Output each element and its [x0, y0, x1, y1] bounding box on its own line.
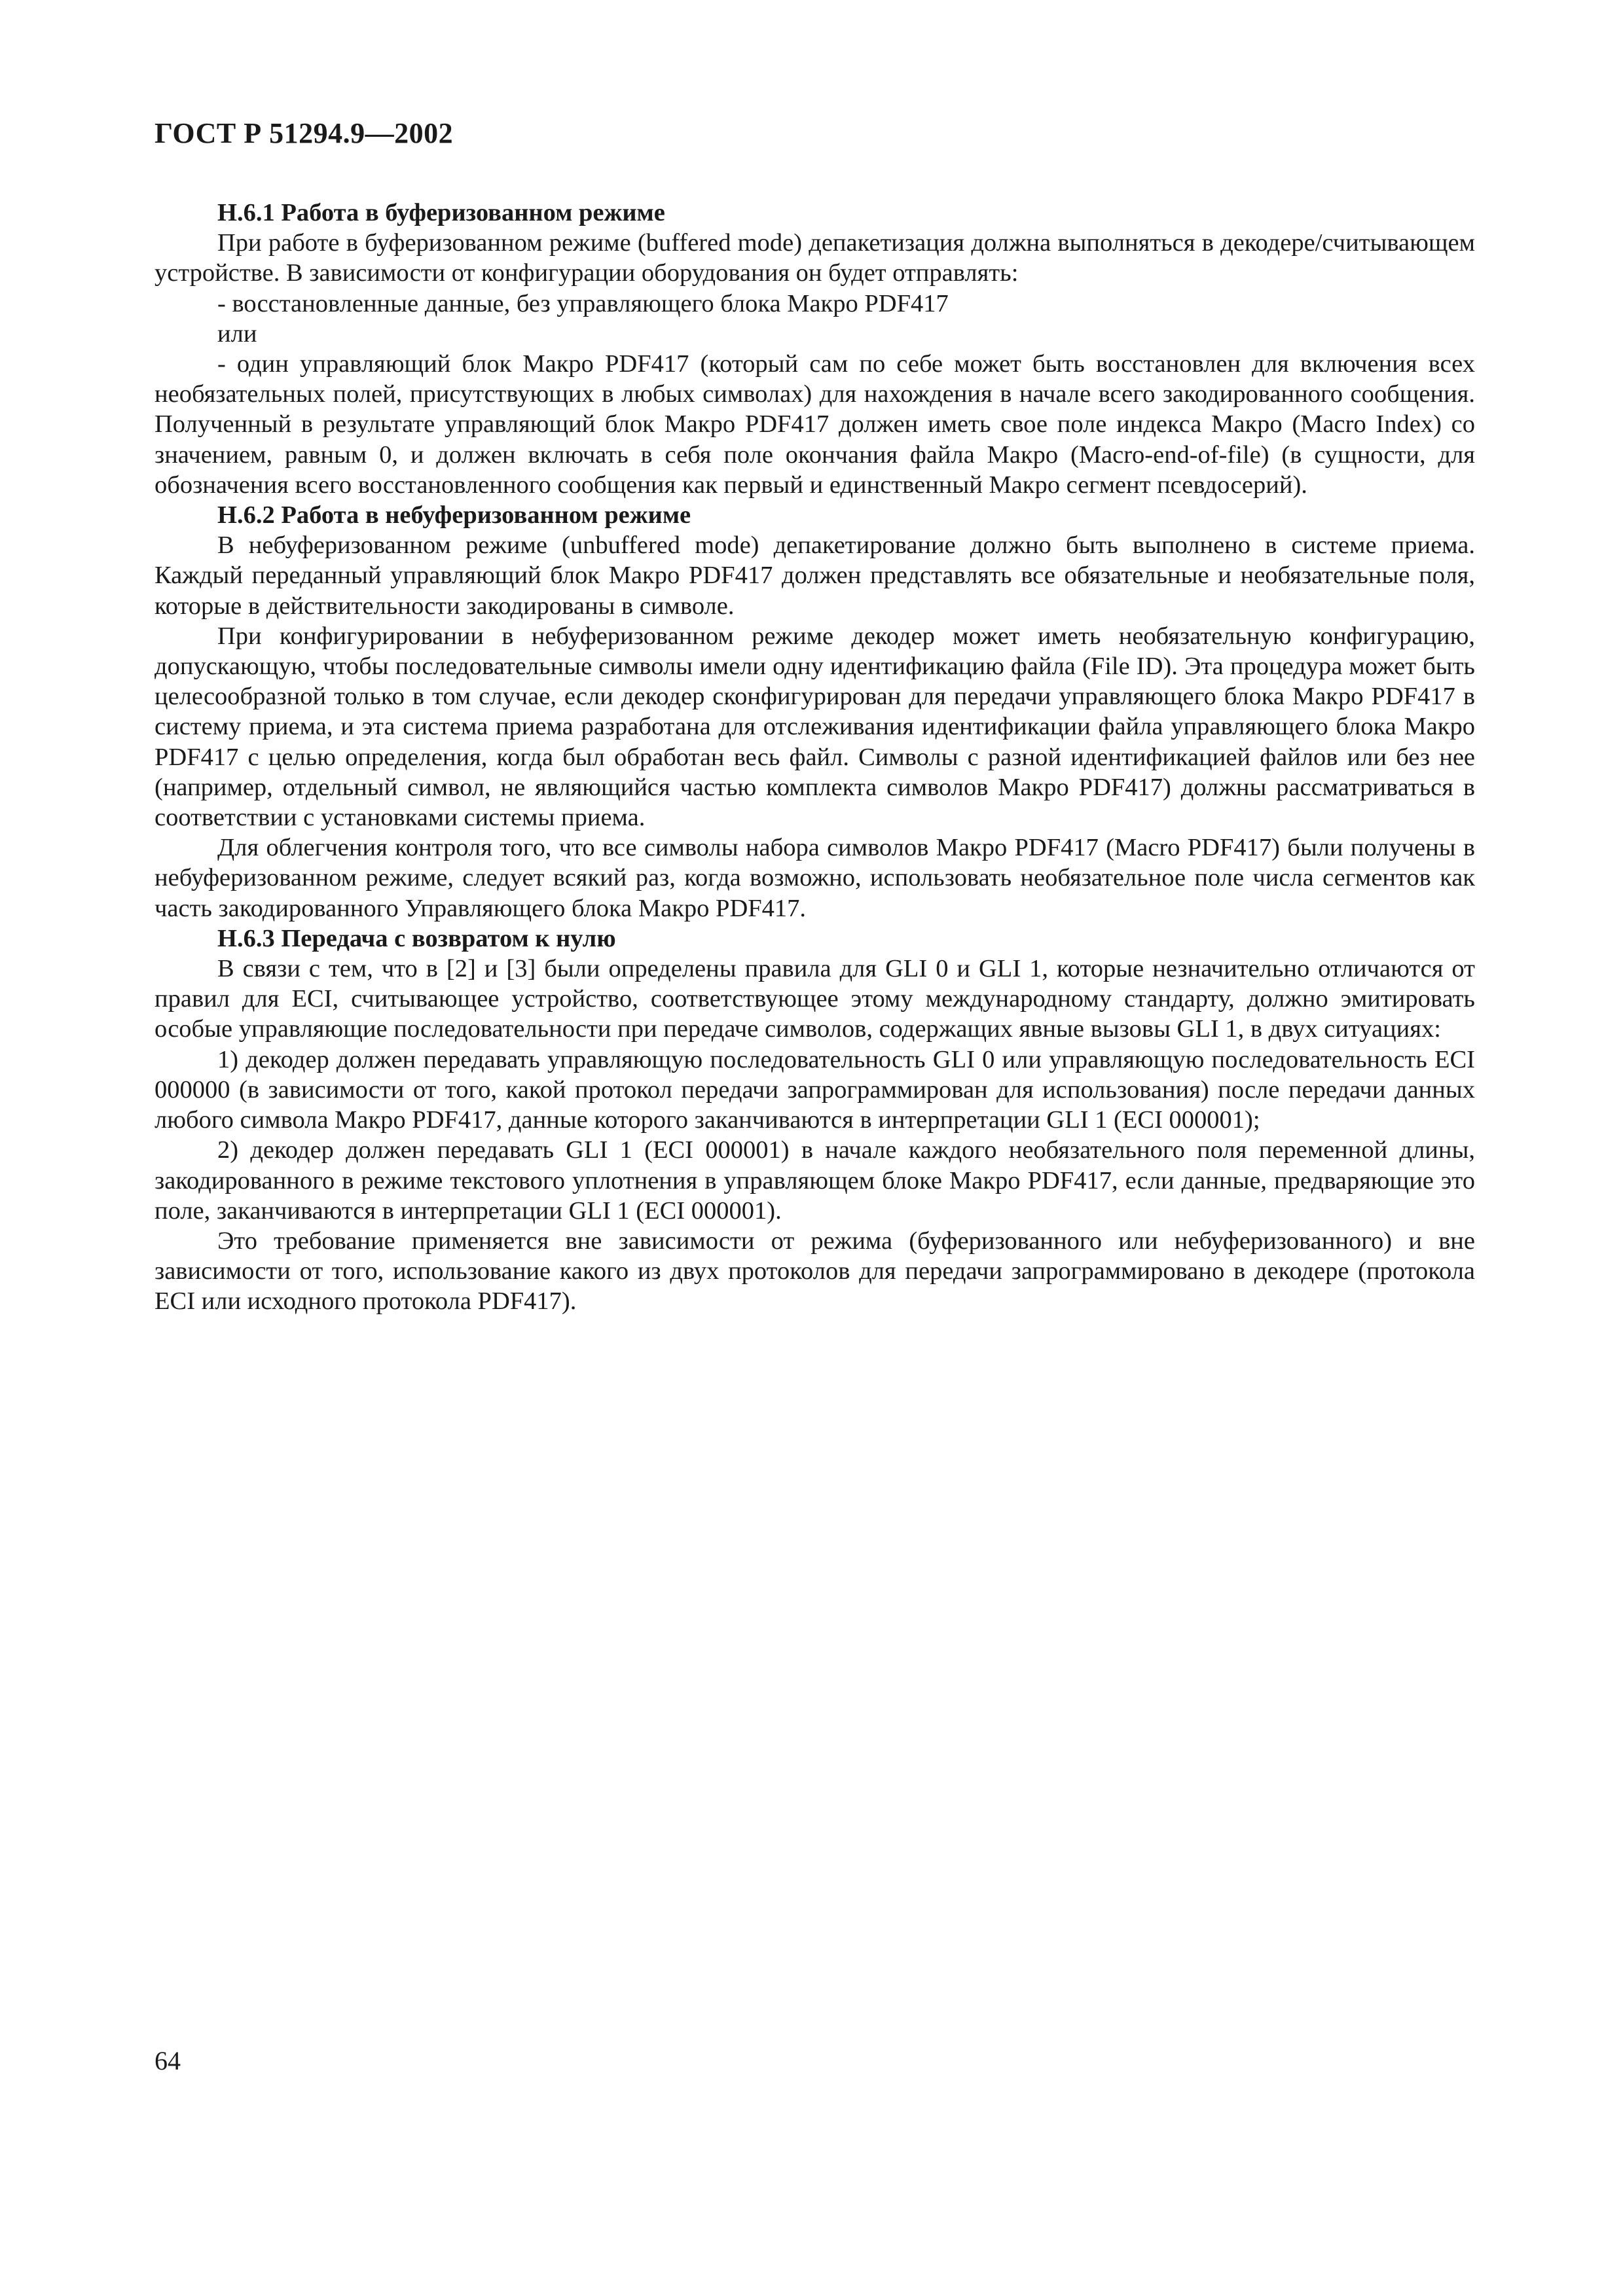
section-heading-h62: Н.6.2 Работа в небуферизованном режиме	[217, 501, 691, 529]
list-item: - восстановленные данные, без управляющего блока Макро PDF417	[217, 289, 949, 317]
list-item: 1) декодер должен передавать управляющую последовательность GLI 0 или управляющую последовательность ECI 000000 (в зависимости от того, какой протокол передачи запрограммирован для использования) после передачи данных любого символа Макро PDF417, данные которого заканчиваются в интерпретации GLI 1 (ECI 000001);	[155, 1045, 1475, 1134]
paragraph: Для облегчения контроля того, что все символы набора символов Макро PDF417 (Macro PDF417) были получены в небуферизованном режиме, следует всякий раз, когда возможно, использовать необязательное поле числа сегментов как часть закодированного Управляющего блока Макро PDF417.	[155, 834, 1475, 922]
section-heading-h63: Н.6.3 Передача с возвратом к нулю	[217, 924, 616, 952]
document-header: ГОСТ Р 51294.9—2002	[155, 117, 454, 149]
paragraph: В небуферизованном режиме (unbuffered mode) депакетирование должно быть выполнено в системе приема. Каждый переданный управляющий блок Макро PDF417 должен представлять все обязательные и необязательные поля, которые в действительности закодированы в символе.	[155, 531, 1475, 620]
section-heading-h61: Н.6.1 Работа в буферизованном режиме	[217, 199, 665, 226]
paragraph: Это требование применяется вне зависимости от режима (буферизованного или небуферизованного) и вне зависимости от того, использование какого из двух протоколов для передачи запрограммировано в декодере (протокола ECI или исходного протокола PDF417).	[155, 1227, 1475, 1316]
page-number: 64	[155, 2046, 181, 2075]
paragraph: При работе в буферизованном режиме (buffered mode) депакетизация должна выполняться в декодере/считывающем устройстве. В зависимости от конфигурации оборудования он будет отправлять:	[155, 229, 1475, 287]
paragraph: В связи с тем, что в [2] и [3] были определены правила для GLI 0 и GLI 1, которые незначительно отличаются от правил для ECI, считывающее устройство, соответствующее этому международному стандарту, должно эмитировать особые управляющие последовательности при передаче символов, содержащих явные вызовы GLI 1, в двух ситуациях:	[155, 955, 1475, 1043]
document-body	[155, 198, 1475, 1317]
or-separator: или	[217, 319, 257, 348]
paragraph: При конфигурировании в небуферизованном режиме декодер может иметь необязательную конфигурацию, допускающую, чтобы последовательные символы имели одну идентификацию файла (File ID). Эта процедура может быть целесообразной только в том случае, если декодер сконфигурирован для передачи управляющего блока Макро PDF417 в систему приема, и эта система приема разработана для отслеживания идентификации файла управляющего блока Макро PDF417 с целью определения, когда был обработан весь файл. Символы с разной идентификацией файлов или без нее (например, отдельный символ, не являющийся частью комплекта символов Макро PDF417) должны рассматриваться в соответствии с установками системы приема.	[155, 622, 1475, 832]
list-item: - один управляющий блок Макро PDF417 (который сам по себе может быть восстановлен для включения всех необязательных полей, присутствующих в любых символах) для нахождения в начале всего закодированного сообщения. Полученный в результате управляющий блок Макро PDF417 должен иметь свое поле индекса Макро (Macro Index) со значением, равным 0, и должен включать в себя поле окончания файла Макро (Macro-end-of-file) (в сущности, для обозначения всего восстановленного сообщения как первый и единственный Макро сегмент псевдосерий).	[155, 350, 1475, 499]
list-item: 2) декодер должен передавать GLI 1 (ECI 000001) в начале каждого необязательного поля переменной длины, закодированного в режиме текстового уплотнения в управляющем блоке Макро PDF417, если данные, предваряющие это поле, заканчиваются в интерпретации GLI 1 (ECI 000001).	[155, 1136, 1475, 1225]
